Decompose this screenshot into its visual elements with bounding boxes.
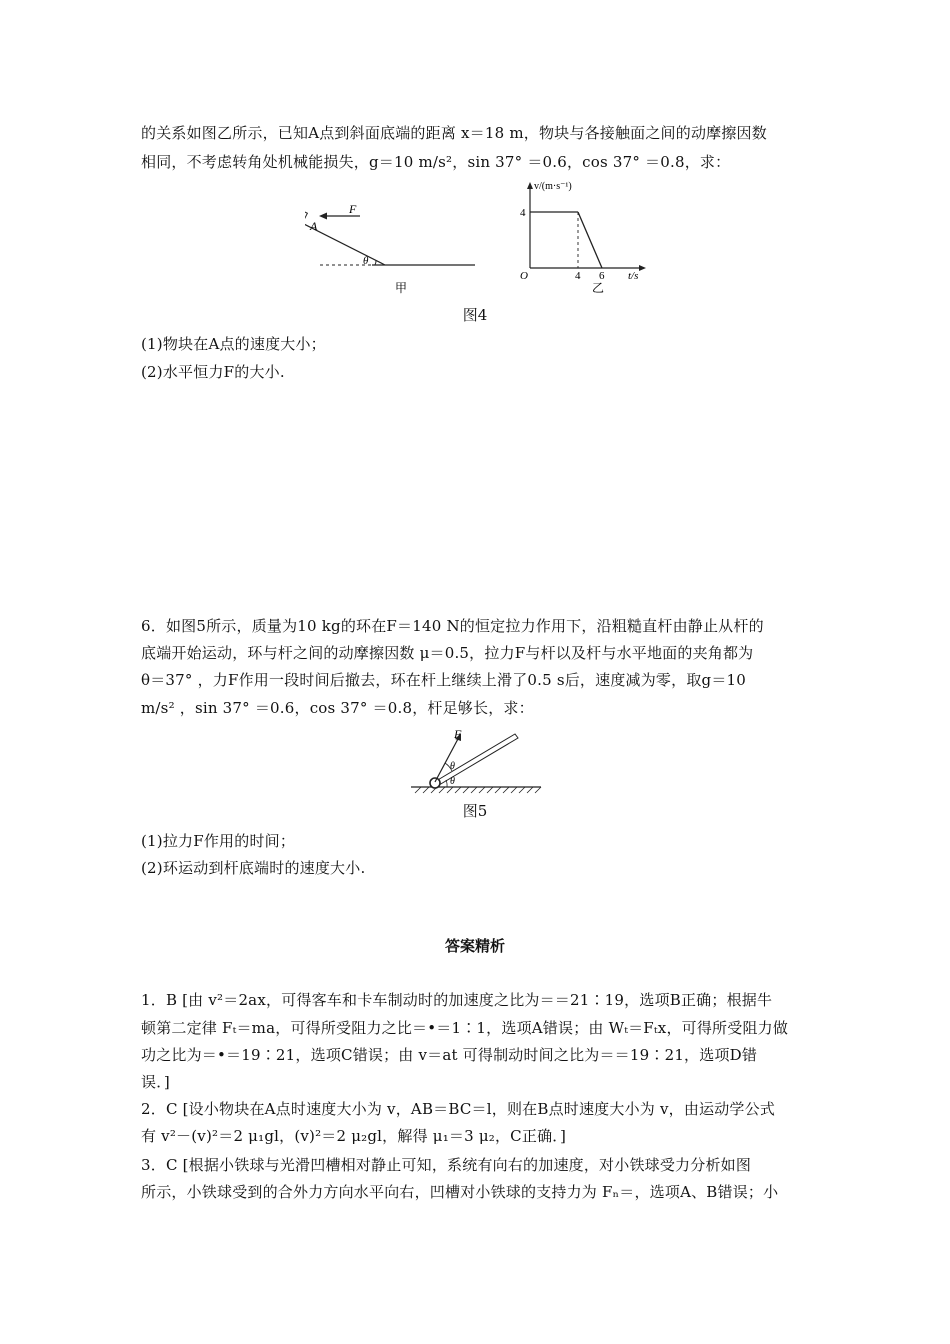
p6-question-1: (1)拉力F作用的时间； xyxy=(141,832,296,850)
vt-segment-2 xyxy=(578,212,602,268)
figure-jia xyxy=(305,200,485,295)
answers-heading: 答案精析 xyxy=(444,937,505,955)
x-tick-label-1: 4 xyxy=(575,270,581,282)
p5-question-2: (2)水平恒力F的大小. xyxy=(141,363,285,381)
x-tick-label-2: 6 xyxy=(599,270,605,282)
p5-question-1: (1)物块在A点的速度大小； xyxy=(141,335,326,353)
p5-text-line-1: 的关系如图乙所示，已知A点到斜面底端的距离 x＝18 m，物块与各接触面之间的动摩擦因数 xyxy=(141,124,767,142)
answer-1-line-3: 功之比为＝•＝19∶21，选项C错误；由 v＝at 可得制动时间之比为＝＝19∶21，选项D错 xyxy=(141,1046,758,1064)
label-theta-lower: θ xyxy=(450,776,455,787)
y-tick-label-1: 4 xyxy=(520,207,526,219)
caption-yi: 乙 xyxy=(592,281,605,295)
figure-5 xyxy=(405,725,545,795)
answer-1-line-2: 顿第二定律 Fₜ＝ma，可得所受阻力之比＝•＝1∶1，选项A错误；由 Wₜ＝Fₜx，可得所受阻力做 xyxy=(141,1019,789,1037)
y-axis-arrowhead xyxy=(527,182,533,189)
answer-3-line-1: 3．C [根据小铁球与光滑凹槽相对静止可知，系统有向右的加速度，对小铁球受力分析如图 xyxy=(141,1156,752,1174)
rod xyxy=(431,734,518,788)
origin-label: O xyxy=(520,270,528,282)
p6-text-line-4: m/s² ，sin 37° ＝0.6，cos 37° ＝0.8，杆足够长，求： xyxy=(141,699,534,717)
vt-marks xyxy=(520,207,605,282)
block-A xyxy=(305,210,307,221)
label-F: F xyxy=(454,727,462,741)
figure-yi xyxy=(510,180,660,295)
force-F-arrowhead xyxy=(319,213,327,220)
y-axis-label: v/(m·s⁻¹) xyxy=(534,181,572,192)
answer-3-line-2: 所示，小铁球受到的合外力方向水平向右，凹槽对小铁球的支持力为 Fₙ＝，选项A、B错误；小 xyxy=(141,1183,779,1201)
answer-2-line-1: 2．C [设小物块在A点时速度大小为 v，AB＝BC＝l，则在B点时速度大小为 v，由运动学公式 xyxy=(141,1100,776,1118)
p5-text-line-2: 相同，不考虑转角处机械能损失，g＝10 m/s²，sin 37° ＝0.6，cos 37° ＝0.8，求： xyxy=(141,153,731,171)
figure-5-caption: 图5 xyxy=(462,802,488,820)
label-A: A xyxy=(310,219,318,233)
p6-question-2: (2)环运动到杆底端时的速度大小. xyxy=(141,859,366,877)
figure-4-caption: 图4 xyxy=(462,306,488,324)
answer-2-line-2: 有 v²－(v)²＝2 μ₁gl，(v)²＝2 μ₂gl，解得 μ₁＝3 μ₂，C正确．] xyxy=(141,1127,567,1145)
label-theta: θ xyxy=(363,255,369,267)
angle-arc-lower xyxy=(446,780,447,787)
answer-1-line-4: 误．] xyxy=(141,1073,170,1091)
x-axis-label: t/s xyxy=(628,270,639,282)
label-theta-upper: θ xyxy=(450,761,455,772)
ring xyxy=(430,778,440,788)
answer-1-line-1: 1．B [由 v²＝2ax，可得客车和卡车制动时的加速度之比为＝＝21∶19，选项B正确；根据牛 xyxy=(141,991,773,1009)
label-F: F xyxy=(349,202,357,216)
p6-text-line-2: 底端开始运动，环与杆之间的动摩擦因数 μ＝0.5，拉力F与杆以及杆与水平地面的夹角都为 xyxy=(141,644,754,662)
p6-text-line-3: θ＝37° ，力F作用一段时间后撤去，环在杆上继续上滑了0.5 s后，速度减为零，取g＝10 xyxy=(141,671,747,689)
p6-text-line-1: 6．如图5所示，质量为10 kg的环在F＝140 N的恒定拉力作用下，沿粗糙直杆由静止从杆的 xyxy=(141,617,764,635)
caption-jia: 甲 xyxy=(395,281,408,295)
x-axis-arrowhead xyxy=(639,265,646,271)
